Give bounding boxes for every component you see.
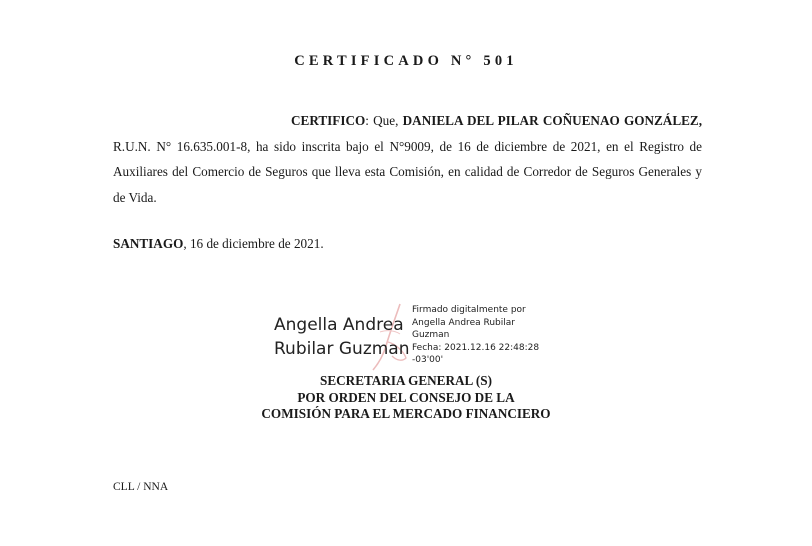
office-line: SECRETARIA GENERAL (S) — [320, 373, 492, 388]
office-line: POR ORDEN DEL CONSEJO DE LA — [297, 389, 515, 405]
signer-name-line-1: Angella Andrea — [274, 315, 404, 335]
signature-detail-line: Angella Andrea Rubilar — [412, 317, 515, 328]
signature-detail-line: Guzman — [412, 330, 450, 341]
signer-name-line-2: Rubilar Guzman — [274, 339, 410, 359]
digital-signature — [270, 302, 560, 372]
signature-detail-line: Firmado digitalmente por — [412, 305, 526, 315]
lead-label: CERTIFICO — [291, 113, 366, 128]
signature-detail-line: -03'00' — [412, 355, 444, 366]
date-line — [113, 233, 324, 255]
certificate-title: CERTIFICADO N° 501 — [294, 53, 518, 69]
signer-name — [274, 313, 410, 361]
office-line: COMISIÓN PARA EL MERCADO FINANCIERO — [261, 406, 551, 421]
issuing-office — [0, 373, 812, 423]
body-text-1: R.U.N. N° 16.635.001-8, ha sido inscrita bajo el N°9009 — [113, 138, 431, 154]
signature-details — [412, 304, 552, 367]
lead-separator: : Que, — [365, 113, 403, 128]
body-text-2: , de 16 de diciembre de 2021, en el Registro de Auxiliares del Comercio de Seguros que lleva esta Comisión, en calidad de Corredor de Seguros Generales y de Vida. — [113, 138, 702, 206]
reference-initials: CLL / NNA — [113, 481, 169, 493]
certificate-body — [113, 108, 702, 211]
city: SANTIAGO — [113, 236, 184, 251]
registrant-name: DANIELA DEL PILAR COÑUENAO GONZÁLEZ, — [402, 113, 703, 128]
signature-detail-line: Fecha: 2021.12.16 22:48:28 — [412, 342, 540, 353]
issue-date: , 16 de diciembre de 2021. — [183, 236, 324, 251]
